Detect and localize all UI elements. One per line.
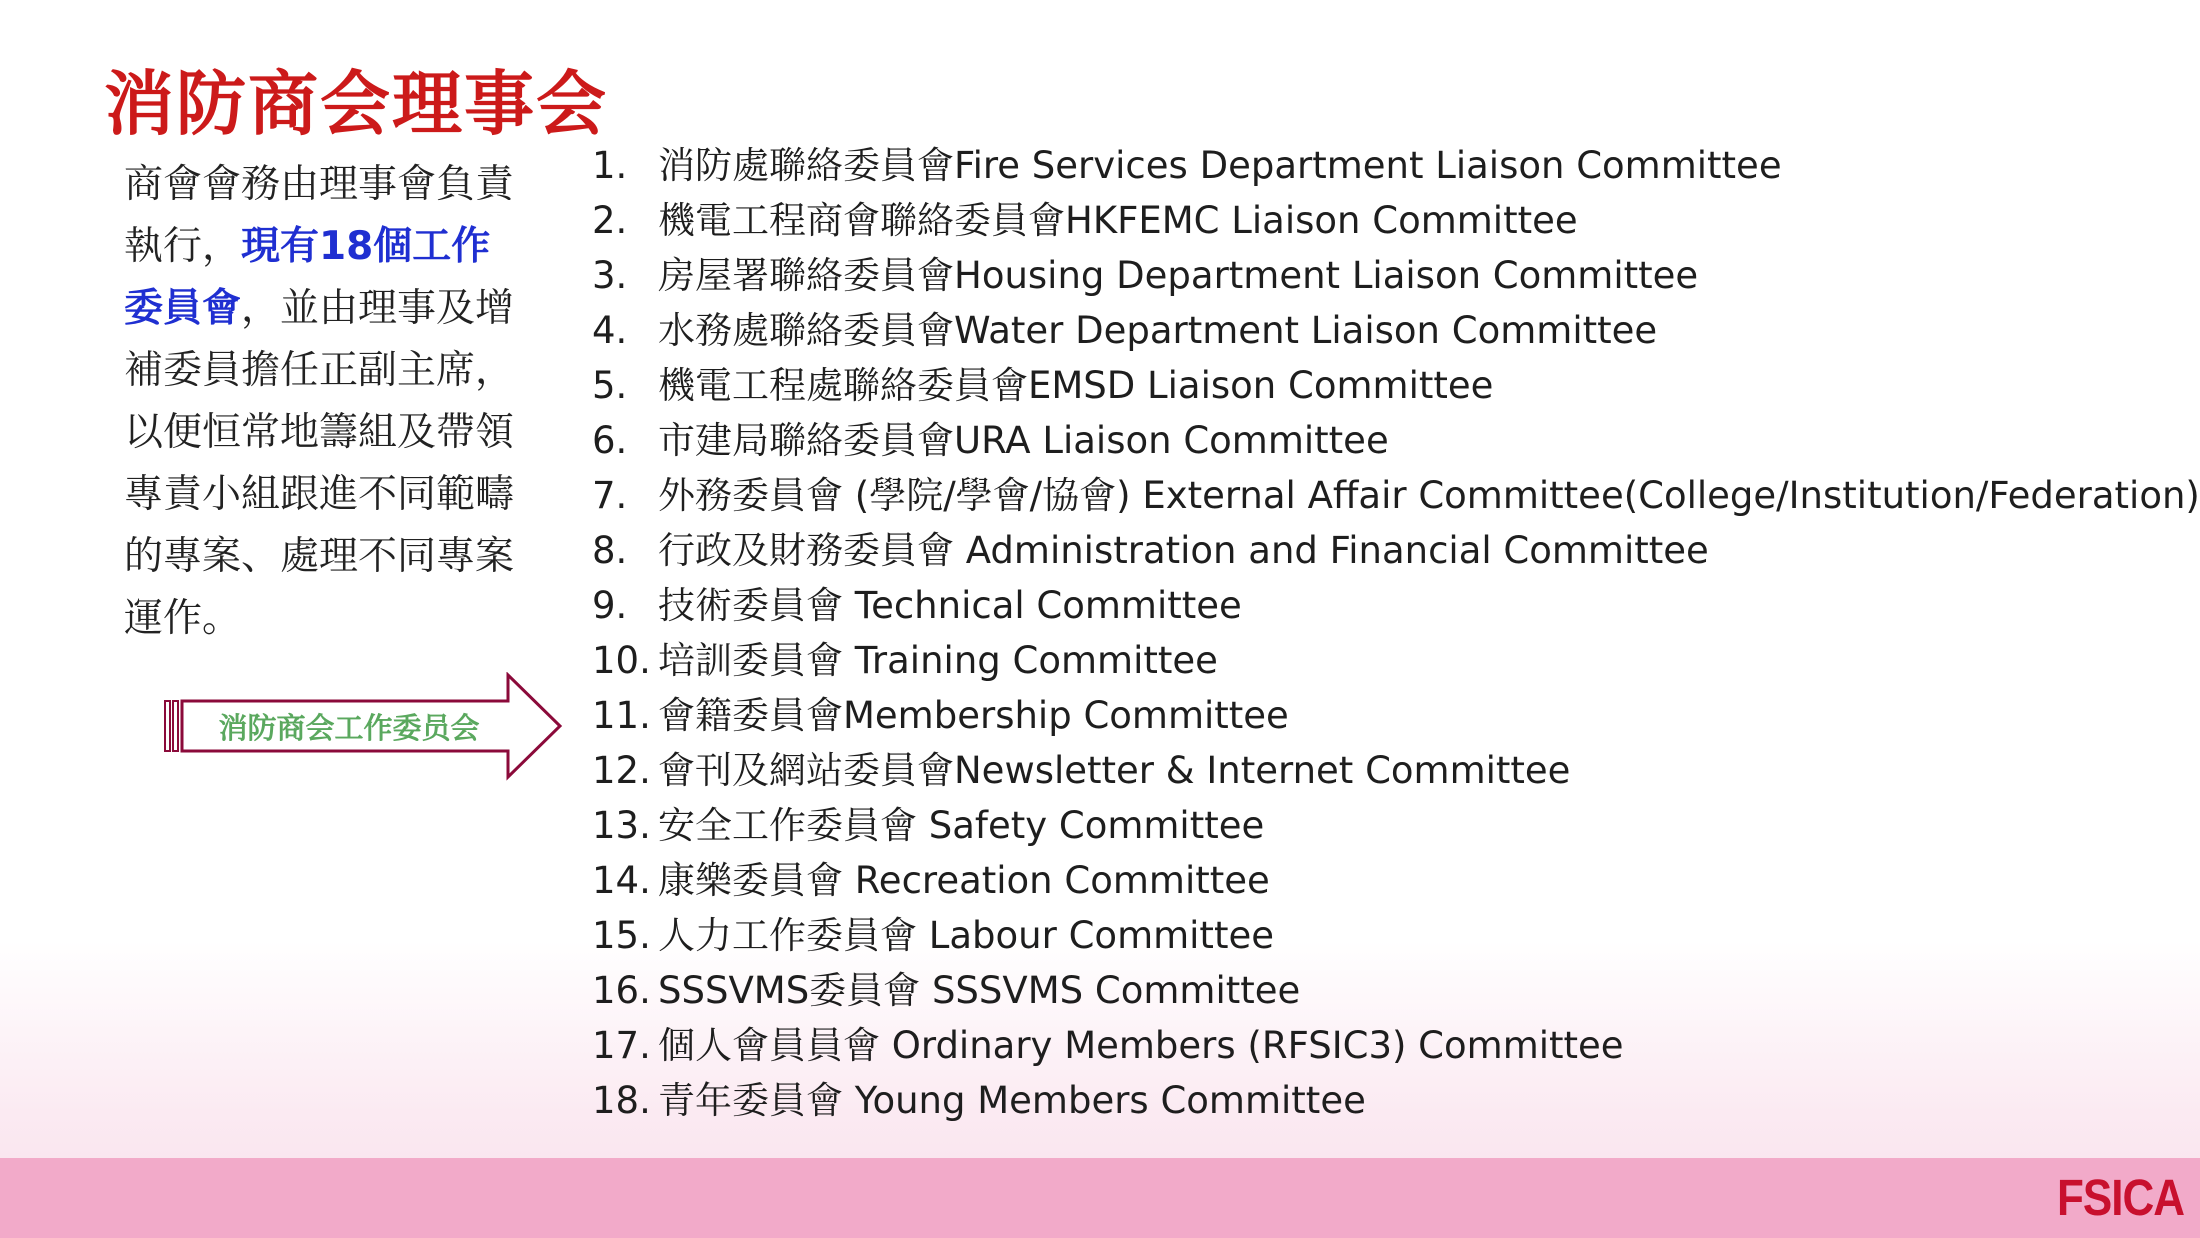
committee-number: 1. [592, 144, 628, 187]
committee-item [592, 633, 2200, 688]
footer-band [0, 1158, 2200, 1238]
committee-number: 11. [592, 694, 651, 737]
arrow-label: 消防商会工作委员会 [218, 710, 480, 745]
committee-name: 人力工作委員會 Labour Committee [658, 914, 1274, 957]
intro-highlight: 現有18個工作委員會 [124, 224, 491, 331]
committee-item [592, 413, 2200, 468]
committee-name: 青年委員會 Young Members Committee [658, 1079, 1366, 1122]
committee-item [592, 798, 2200, 853]
committee-name: 市建局聯絡委員會URA Liaison Committee [658, 419, 1389, 462]
committee-name: 房屋署聯絡委員會Housing Department Liaison Committee [658, 254, 1699, 297]
committee-number: 12. [592, 749, 651, 792]
committee-number: 18. [592, 1079, 651, 1122]
committee-number: 17. [592, 1024, 651, 1067]
committee-item [592, 853, 2200, 908]
committee-item [592, 688, 2200, 743]
committee-name: 會籍委員會Membership Committee [658, 694, 1289, 737]
committee-name: SSSVMS委員會 SSSVMS Committee [658, 969, 1301, 1012]
committee-item [592, 358, 2200, 413]
committee-item [592, 963, 2200, 1018]
committee-name: 康樂委員會 Recreation Committee [658, 859, 1270, 902]
committee-name: 技術委員會 Technical Committee [658, 584, 1242, 627]
committee-number: 16. [592, 969, 651, 1012]
committee-name: 培訓委員會 Training Committee [658, 639, 1218, 682]
fsica-logo: FSICA [2057, 1170, 2184, 1227]
committee-number: 8. [592, 529, 628, 572]
committee-list [592, 138, 2200, 1128]
committee-item [592, 303, 2200, 358]
committee-name: 個人會員員會 Ordinary Members (RFSIC3) Committee [658, 1024, 1624, 1067]
committee-item [592, 1073, 2200, 1128]
committee-number: 4. [592, 309, 628, 352]
committee-name: 水務處聯絡委員會Water Department Liaison Committee [658, 309, 1658, 352]
committee-item [592, 248, 2200, 303]
committee-number: 13. [592, 804, 651, 847]
committee-name: 會刊及網站委員會Newsletter & Internet Committee [658, 749, 1571, 792]
committee-item [592, 743, 2200, 798]
slide-title: 消防商会理事会 [104, 63, 608, 145]
committee-name: 外務委員會 (學院/學會/協會) External Affair Committee(College/Institution/Federation) [658, 474, 2200, 517]
committee-item [592, 908, 2200, 963]
committee-item [592, 523, 2200, 578]
committee-number: 7. [592, 474, 628, 517]
committee-name: 安全工作委員會 Safety Committee [658, 804, 1265, 847]
committee-item [592, 138, 2200, 193]
committee-number: 15. [592, 914, 651, 957]
intro-text-end: ，並由理事及增補委員擔任正副主席，以便恒常地籌組及帶領專責小組跟進不同範疇的專案、處理不同專案運作。 [124, 286, 515, 641]
committee-arrow [164, 672, 564, 782]
committee-name: 機電工程商會聯絡委員會HKFEMC Liaison Committee [658, 199, 1578, 242]
committee-name: 機電工程處聯絡委員會EMSD Liaison Committee [658, 364, 1494, 407]
intro-text-start: 商會會務由理事會負責執行， [124, 162, 515, 269]
committee-number: 3. [592, 254, 628, 297]
committee-number: 2. [592, 199, 628, 242]
committee-item [592, 193, 2200, 248]
committee-number: 9. [592, 584, 628, 627]
intro-paragraph [124, 154, 524, 650]
committee-name: 行政及財務委員會 Administration and Financial Committee [658, 529, 1709, 572]
committee-number: 5. [592, 364, 628, 407]
committee-item [592, 468, 2200, 523]
committee-name: 消防處聯絡委員會Fire Services Department Liaison Committee [658, 144, 1782, 187]
committee-item [592, 578, 2200, 633]
committee-item [592, 1018, 2200, 1073]
committee-number: 10. [592, 639, 651, 682]
committee-number: 14. [592, 859, 651, 902]
committee-number: 6. [592, 419, 628, 462]
